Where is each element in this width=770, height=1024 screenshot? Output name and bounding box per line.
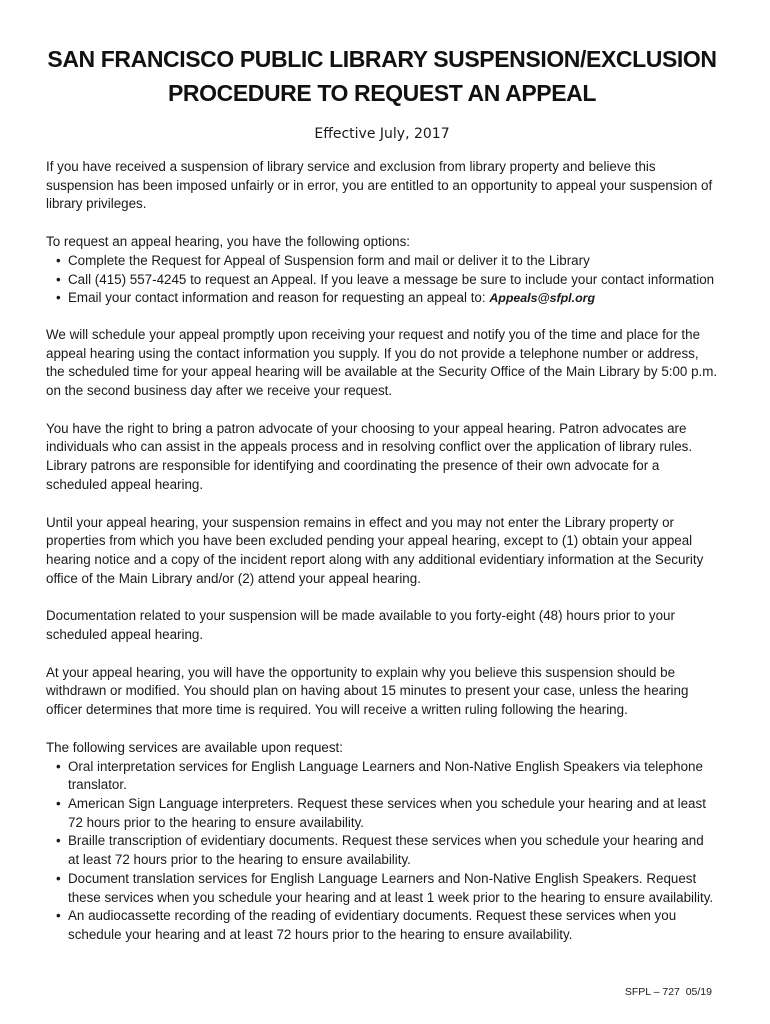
effective-date: Effective July, 2017	[314, 126, 450, 142]
option-item-call	[56, 271, 718, 290]
service-text: Document translation services for English Language Learners and Non-Native English Speakers. Request these services when you schedule your hearing and at least 1 week prior to the hearing to ensure availability.	[68, 870, 714, 905]
form-footer-code: SFPL – 727 05/19	[624, 986, 712, 998]
service-item	[56, 795, 718, 832]
documentation-paragraph: Documentation related to your suspension will be made available to you forty-eight (48) hours prior to your scheduled appeal hearing.	[46, 608, 675, 643]
option-item-email	[56, 289, 718, 308]
appeal-options-list	[46, 252, 718, 308]
services-list	[46, 758, 718, 945]
option-text: Email your contact information and reason for requesting an appeal to:	[68, 290, 490, 306]
intro-paragraph: If you have received a suspension of library service and exclusion from library property and believe this suspension has been imposed unfairly or in error, you are entitled to an opportunity to appeal your suspension of library privileges.	[46, 159, 713, 212]
service-text: Oral interpretation services for English Language Learners and Non-Native English Speakers via telephone translator.	[68, 758, 703, 793]
option-text: Complete the Request for Appeal of Suspension form and mail or deliver it to the Library	[68, 252, 590, 268]
advocate-paragraph: You have the right to bring a patron advocate of your choosing to your appeal hearing. Patron advocates are individuals who can assist in the appeals process and in resolving conflict over the application of library rules. Library patrons are responsible for identifying and coordinating the presence of their own advocate for a scheduled appeal hearing.	[46, 420, 693, 492]
schedule-paragraph: We will schedule your appeal promptly upon receiving your request and notify you of the time and place for the appeal hearing using the contact information you supply. If you do not provide a telephone number or address, the scheduled time for your appeal hearing will be available at the Security Office of the Main Library by 5:00 p.m. on the second business day after we receive your request.	[46, 326, 718, 399]
option-item-form	[56, 252, 718, 271]
service-item	[56, 758, 718, 795]
document-title	[46, 42, 718, 110]
option-text: Call (415) 557-4245 to request an Appeal. If you leave a message be sure to include your contact information	[68, 271, 715, 287]
service-text: An audiocassette recording of the reading of evidentiary documents. Request these services when you schedule your hearing and at least 72 hours prior to the hearing to ensure availability.	[68, 908, 677, 942]
appeal-email-link[interactable]: Appeals@sfpl.org	[489, 291, 596, 306]
service-item	[56, 870, 718, 907]
title-line-2: PROCEDURE TO REQUEST AN APPEAL	[167, 80, 597, 106]
services-intro: The following services are available upon request:	[46, 739, 343, 755]
suspension-effect-paragraph: Until your appeal hearing, your suspension remains in effect and you may not enter the Library property or properties from which you have been excluded pending your appeal hearing, except to (1) obtain your appeal hearing notice and a copy of the incident report along with any additional evidentiary information at the Security office of the Main Library and/or (2) attend your appeal hearing.	[46, 514, 704, 586]
service-text: Braille transcription of evidentiary documents. Request these services when you schedule your hearing and at least 72 hours prior to the hearing to ensure availability.	[68, 833, 704, 868]
hearing-paragraph: At your appeal hearing, you will have the opportunity to explain why you believe this suspension should be withdrawn or modified. You should plan on having about 15 minutes to present your case, unless the hearing officer determines that more time is required. You will receive a written ruling following the hearing.	[46, 664, 689, 718]
service-text: American Sign Language interpreters. Request these services when you schedule your hearing and at least 72 hours prior to the hearing to ensure availability.	[68, 795, 706, 830]
service-item	[56, 832, 718, 869]
options-intro: To request an appeal hearing, you have the following options:	[46, 234, 411, 250]
service-item	[56, 907, 718, 944]
title-line-1: SAN FRANCISCO PUBLIC LIBRARY SUSPENSION/EXCLUSION	[47, 46, 717, 72]
